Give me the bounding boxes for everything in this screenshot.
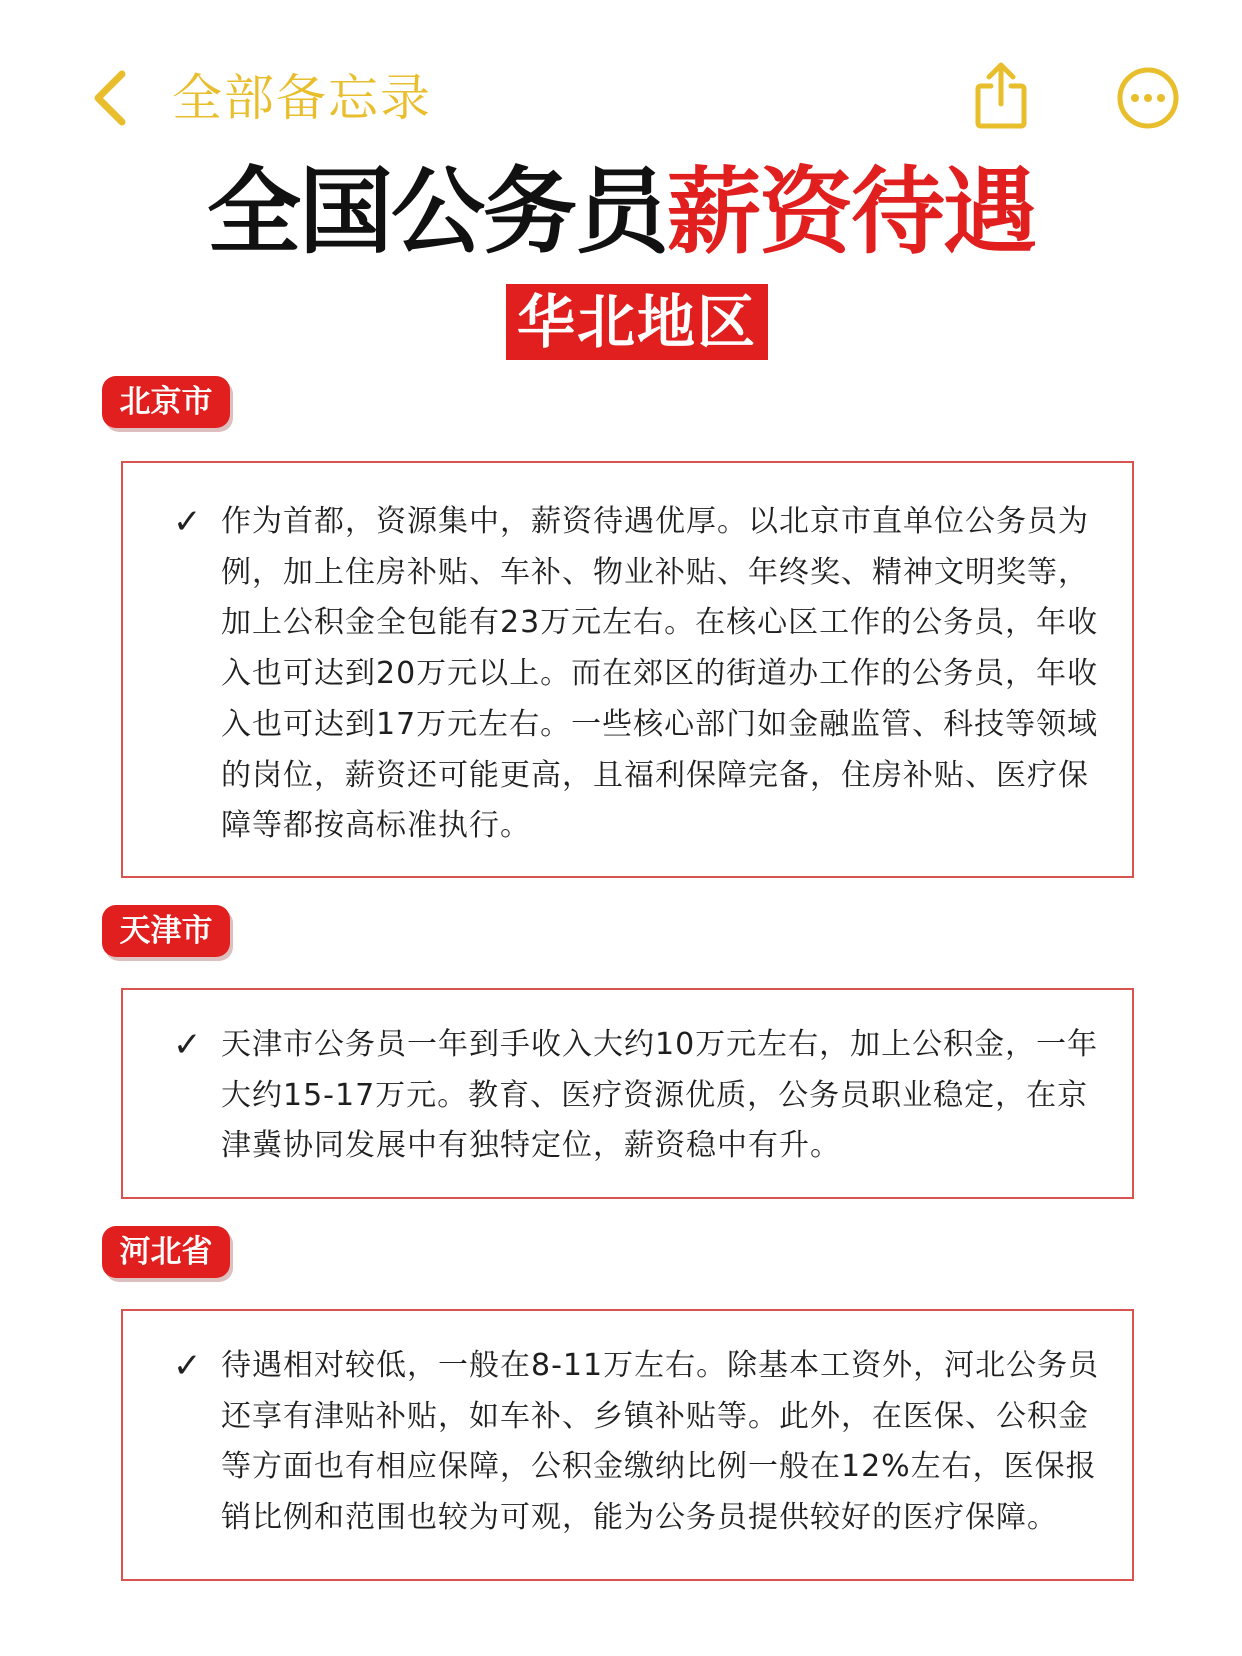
check-icon: ✓ [173,502,202,542]
share-button[interactable] [972,60,1030,130]
page-title [0,158,1242,268]
title-part-1: 全国公务员 [206,158,667,267]
back-button[interactable] [88,66,132,130]
back-label[interactable]: 全部备忘录 [172,69,432,127]
content-card-hebei [121,1309,1134,1581]
more-icon [1116,115,1180,134]
share-icon [972,115,1030,134]
card-text: 天津市公务员一年到手收入大约10万元左右，加上公积金，一年大约15-17万元。教育、医疗资源优质，公务员职业稳定，在京津冀协同发展中有独特定位，薪资稳中有升。 [221,1027,1099,1164]
section-tag-tianjin: 天津市 [102,905,230,957]
section-tag-hebei: 河北省 [102,1226,230,1278]
card-text: 作为首都，资源集中，薪资待遇优厚。以北京市直单位公务员为例，加上住房补贴、车补、物业补贴、年终奖、精神文明奖等，加上公积金全包能有23万元左右。在核心区工作的公务员，年收入也可达到20万元以上。而在郊区的街道办工作的公务员，年收入也可达到17万元左右。一些核心部门如金融监管、科技等领域的岗位，薪资还可能更高，且福利保障完备，住房补贴、医疗保障等都按高标准执行。 [221,504,1099,844]
more-options-button[interactable] [1116,66,1180,130]
title-part-2: 薪资待遇 [667,158,1036,267]
check-icon: ✓ [173,1346,202,1386]
card-text: 待遇相对较低，一般在8-11万左右。除基本工资外，河北公务员还享有津贴补贴，如车补、乡镇补贴等。此外，在医保、公积金等方面也有相应保障，公积金缴纳比例一般在12%左右，医保报销比例和范围也较为可观，能为公务员提供较好的医疗保障。 [221,1348,1100,1536]
section-tag-beijing: 北京市 [102,376,230,428]
check-icon: ✓ [173,1025,202,1065]
content-card-tianjin [121,988,1134,1199]
region-badge: 华北地区 [506,284,768,360]
chevron-left-icon [88,66,132,130]
content-card-beijing [121,461,1134,878]
